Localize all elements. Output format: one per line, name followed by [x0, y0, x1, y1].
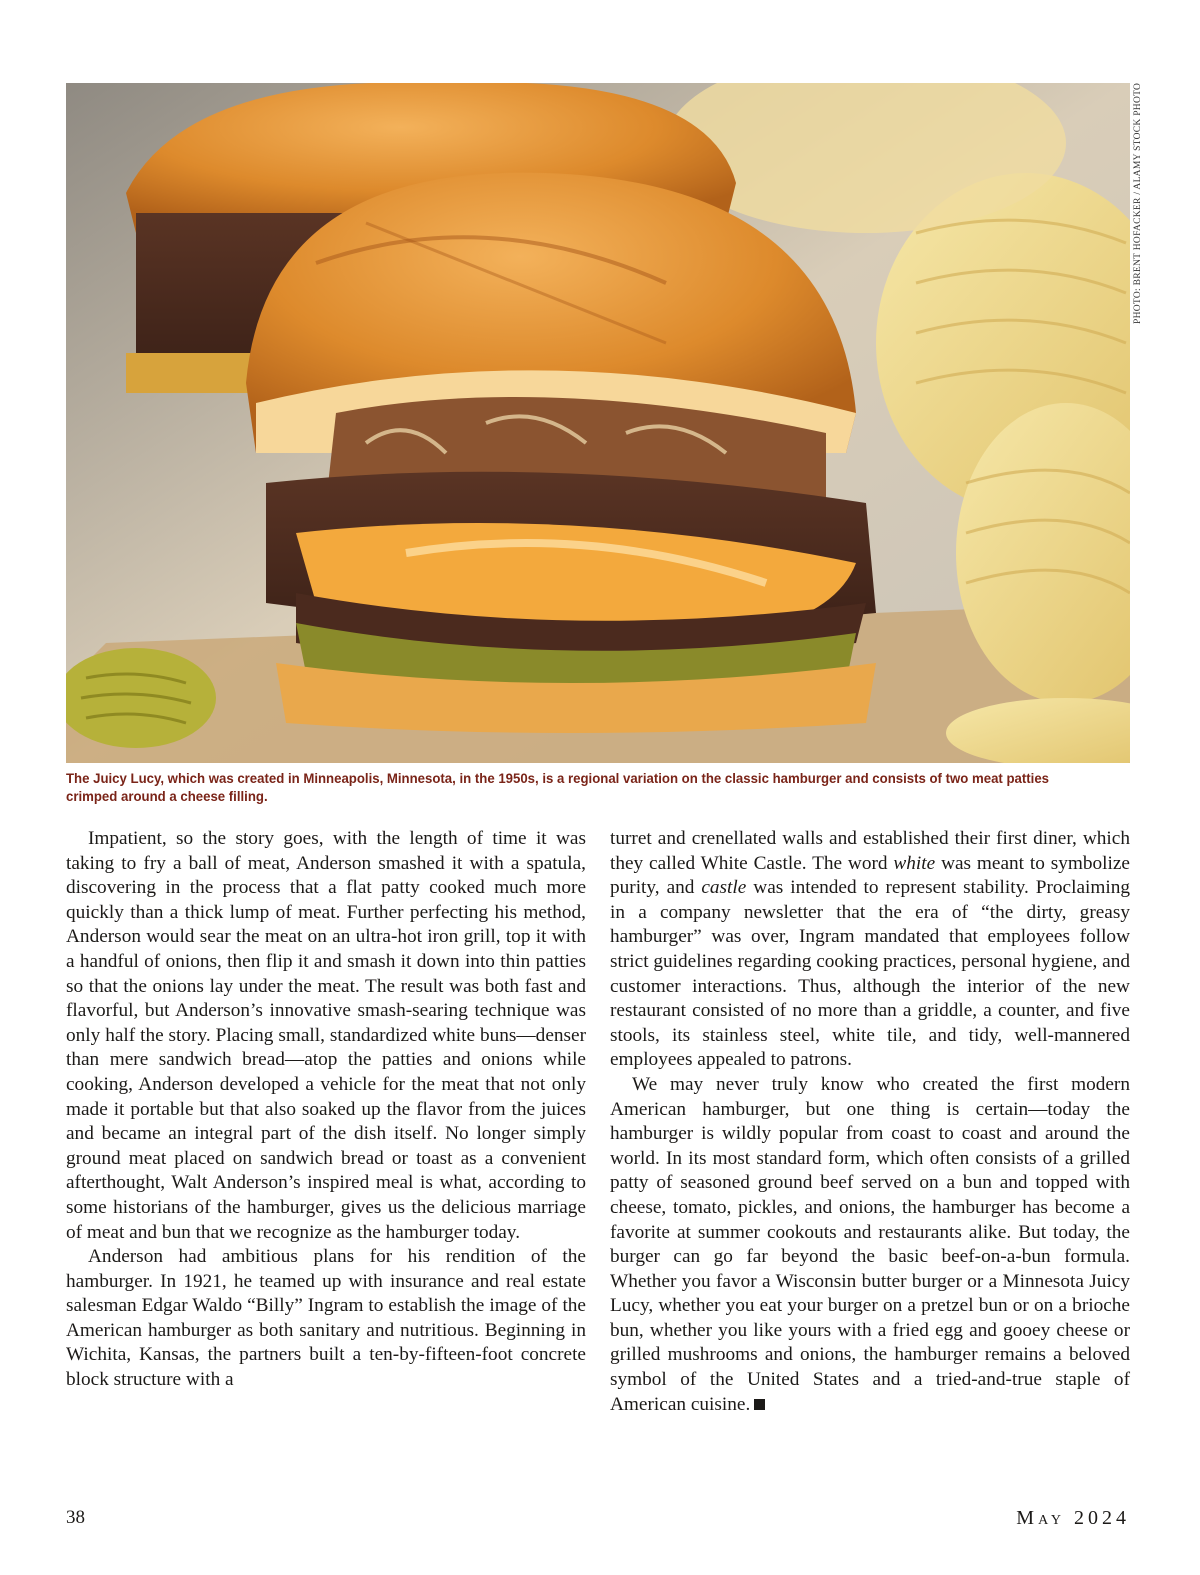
- photo-credit: PHOTO: BRENT HOFACKER / ALAMY STOCK PHOTO: [1133, 83, 1143, 325]
- italic-word: white: [893, 852, 936, 874]
- article-column-left: [66, 827, 586, 1393]
- paragraph: [610, 1073, 1130, 1417]
- text-run: turret and crenellated walls and established their first diner, which they called White Castle. The word: [610, 828, 1130, 874]
- text-run: was intended to represent stability. Proclaiming in a company newsletter that the era of “the dirty, greasy hamburger” was over, Ingram mandated that employees follow strict guidelines regarding cooking practices, personal hygiene, and customer interactions. Thus, although the interior of the new restaurant consisted of no more than a griddle, a counter, and five stools, its stainless steel, white tile, and tidy, well-mannered employees appealed to patrons.: [610, 877, 1130, 1071]
- italic-word: castle: [701, 877, 747, 899]
- burger-photo-icon: [66, 83, 1130, 763]
- paragraph: [610, 827, 1130, 1073]
- page-number: 38: [66, 1507, 85, 1528]
- photo-caption: The Juicy Lucy, which was created in Minneapolis, Minnesota, in the 1950s, is a regional variation on the classic hamburger and consists of two meat patties crimped around a cheese filling.: [66, 771, 1050, 805]
- text-run: was meant to symbolize purity, and: [610, 852, 1130, 899]
- paragraph: Anderson had ambitious plans for his rendition of the hamburger. In 1921, he teamed up with insurance and real estate salesman Edgar Waldo “Billy” Ingram to establish the image of the American hamburger as both sanitary and nutritious. Beginning in Wichita, Kansas, the partners built a ten-by-fifteen-foot concrete block structure with a: [66, 1246, 586, 1391]
- article-column-right: [610, 827, 1130, 1417]
- end-mark-icon: [754, 1399, 765, 1410]
- issue-date: May 2024: [1016, 1507, 1130, 1529]
- paragraph: Impatient, so the story goes, with the length of time it was taking to fry a ball of meat, Anderson smashed it with a spatula, discovering in the process that a flat patty cooked much more quickly than a thick lump of meat. Further perfecting his method, Anderson would sear the meat on an ultra-hot iron grill, top it with a handful of onions, then flip it and smash it down into thin patties so that the onions lay under the meat. The result was both fast and flavorful, but Anderson’s innovative smash-searing technique was only half the story. Placing small, standardized white buns—denser than mere sandwich bread—atop the patties and onions while cooking, Anderson developed a vehicle for the meat that not only made it portable but that also soaked up the flavor from the juices and became an integral part of the dish itself. No longer simply ground meat placed on sandwich bread or toast as a convenient afterthought, Walt Anderson’s inspired meal is what, according to some historians of the hamburger, gives us the delicious marriage of meat and bun that we recognize as the hamburger today.: [66, 828, 586, 1243]
- burger-photo: [66, 83, 1130, 763]
- text-run: We may never truly know who created the first modern American hamburger, but one thing is certain—today the hamburger is wildly popular from coast to coast and around the world. In its most standard form, which often consists of a grilled patty of seasoned ground beef served on a bun and topped with cheese, tomato, pickles, and onions, the hamburger has become a favorite at summer cookouts and restaurants alike. But today, the burger can go far beyond the basic beef-on-a-bun formula. Whether you favor a Wisconsin butter burger or a Minnesota Juicy Lucy, whether you eat your burger on a pretzel bun or on a brioche bun, whether you like yours with a fried egg and gooey cheese or grilled mushrooms and onions, the hamburger remains a beloved symbol of the United States and a tried-and-true staple of American cuisine.: [610, 1073, 1130, 1415]
